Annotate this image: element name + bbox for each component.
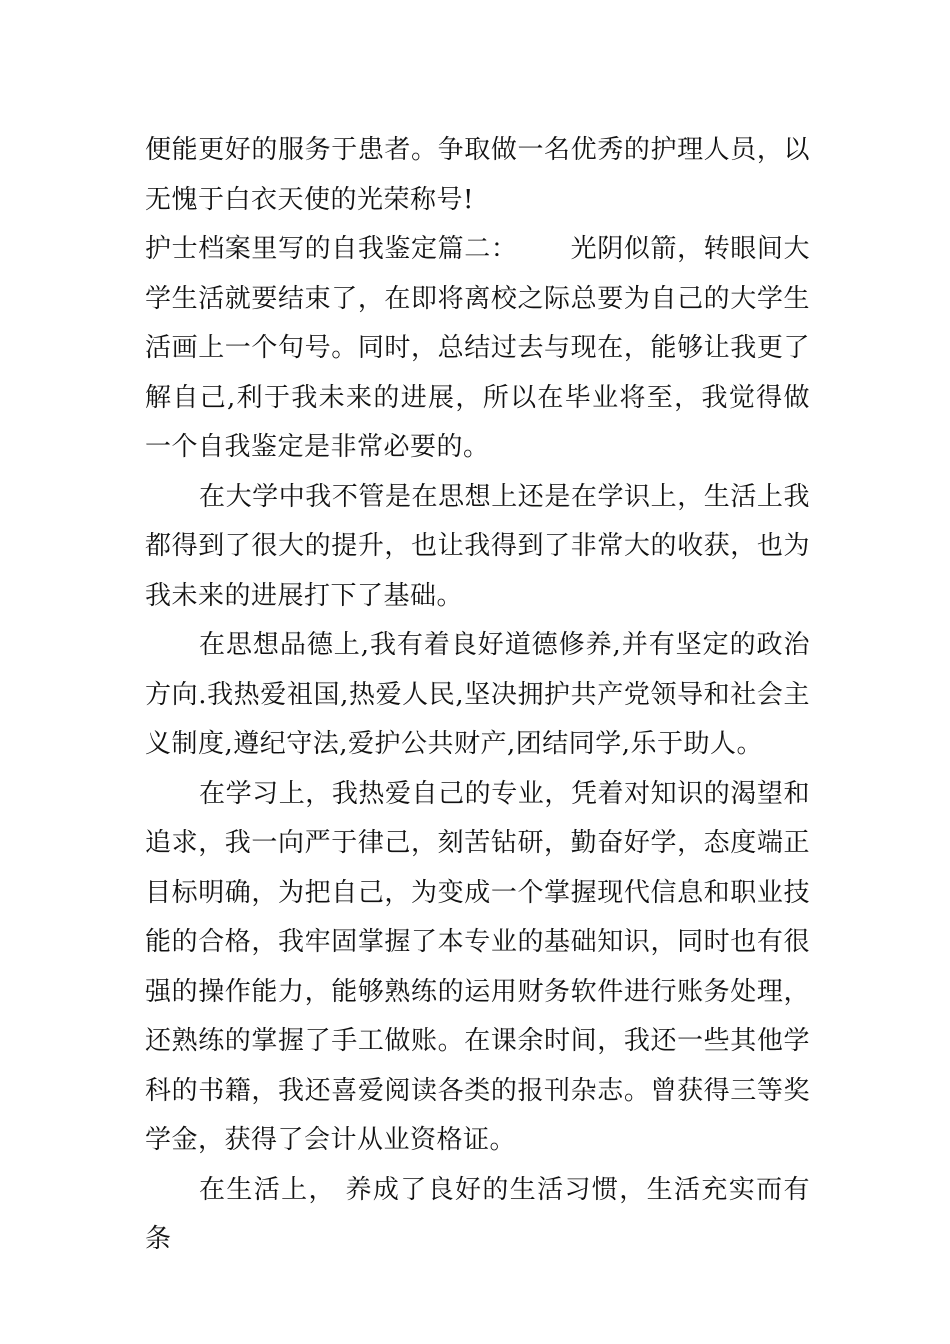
section-heading: 护士档案里写的自我鉴定篇二：	[145, 234, 518, 264]
paragraph-study: 在学习上，我热爱自己的专业，凭着对知识的渴望和追求，我一向严于律己，刻苦钻研，勤奋好学，态度端正目标明确，为把自己，为变成一个掌握现代信息和职业技能的合格，我牢固掌握了本专业的基础知识，同时也有很强的操作能力，能够熟练的运用财务软件进行账务处理，还熟练的掌握了手工做账。在课余时间，我还一些其他学科的书籍，我还喜爱阅读各类的报刊杂志。曾获得三等奖学金，获得了会计从业资格证。	[145, 778, 810, 1155]
paragraph-text: 光阴似箭，转眼间大学生活就要结束了，在即将离校之际总要为自己的大学生活画上一个句号。同时，总结过去与现在，能够让我更了解自己,利于我未来的进展，所以在毕业将至，我觉得做一个自我鉴定是非常必要的。	[145, 234, 810, 462]
paragraph-life: 在生活上， 养成了良好的生活习惯，生活充实而有条	[145, 1174, 810, 1254]
paragraph-continuation: 便能更好的服务于患者。争取做一名优秀的护理人员，以无愧于白衣天使的光荣称号!	[145, 135, 810, 215]
heading-gap	[517, 234, 570, 264]
paragraph-university-growth: 在大学中我不管是在思想上还是在学识上，生活上我都得到了很大的提升，也让我得到了非常大的收获，也为我未来的进展打下了基础。	[145, 481, 810, 611]
paragraph-moral-character: 在思想品德上,我有着良好道德修养,并有坚定的政治方向.我热爱祖国,热爱人民,坚决拥护共产党领导和社会主义制度,遵纪守法,爱护公共财产,团结同学,乐于助人。	[145, 630, 810, 759]
document-body	[145, 126, 810, 1265]
paragraph-section-two-intro	[145, 225, 810, 473]
